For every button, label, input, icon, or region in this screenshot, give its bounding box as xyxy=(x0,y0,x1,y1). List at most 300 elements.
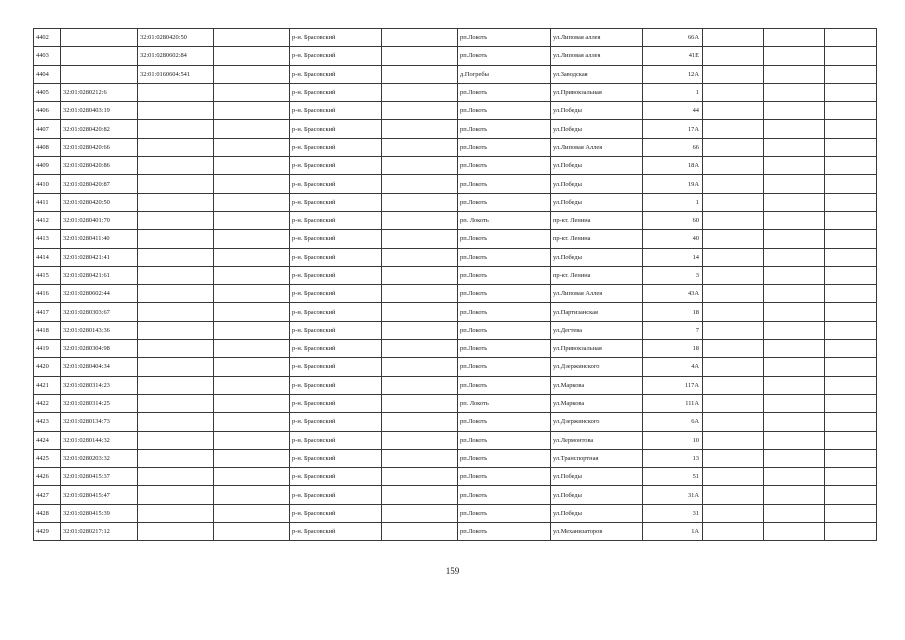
house-number-cell: 1А xyxy=(643,523,703,541)
empty-cell xyxy=(764,486,825,504)
empty-cell xyxy=(214,102,290,120)
cadastral-number-alt-cell xyxy=(138,449,214,467)
empty-cell xyxy=(703,211,764,229)
empty-cell xyxy=(825,376,877,394)
cadastral-number-alt-cell xyxy=(138,175,214,193)
district-cell: р-н. Брасовский xyxy=(290,394,382,412)
empty-cell xyxy=(703,523,764,541)
street-cell: ул.Победы xyxy=(551,248,643,266)
row-number-cell: 4419 xyxy=(34,340,61,358)
locality-cell: рп.Локоть xyxy=(458,193,551,211)
row-number-cell: 4407 xyxy=(34,120,61,138)
empty-cell xyxy=(214,376,290,394)
empty-cell xyxy=(214,303,290,321)
empty-cell xyxy=(382,413,458,431)
district-cell: р-н. Брасовский xyxy=(290,413,382,431)
row-number-cell: 4409 xyxy=(34,157,61,175)
empty-cell xyxy=(825,358,877,376)
empty-cell xyxy=(703,83,764,101)
street-cell: ул.Маркова xyxy=(551,376,643,394)
locality-cell: рп.Локоть xyxy=(458,376,551,394)
locality-cell: рп.Локоть xyxy=(458,431,551,449)
cadastral-number-alt-cell xyxy=(138,120,214,138)
locality-cell: рп.Локоть xyxy=(458,102,551,120)
street-cell: ул.Дегтева xyxy=(551,321,643,339)
empty-cell xyxy=(825,175,877,193)
locality-cell: рп.Локоть xyxy=(458,523,551,541)
locality-cell: рп.Локоть xyxy=(458,358,551,376)
empty-cell xyxy=(764,120,825,138)
row-number-cell: 4418 xyxy=(34,321,61,339)
row-number-cell: 4427 xyxy=(34,486,61,504)
cadastral-number-alt-cell: 32:01:0160604:541 xyxy=(138,65,214,83)
cadastral-number-alt-cell xyxy=(138,376,214,394)
row-number-cell: 4408 xyxy=(34,138,61,156)
row-number-cell: 4411 xyxy=(34,193,61,211)
page-number: 159 xyxy=(445,566,460,576)
empty-cell xyxy=(764,376,825,394)
empty-cell xyxy=(703,248,764,266)
cadastral-number-alt-cell xyxy=(138,468,214,486)
street-cell: ул.Победы xyxy=(551,486,643,504)
table-row xyxy=(34,394,877,412)
district-cell: р-н. Брасовский xyxy=(290,285,382,303)
empty-cell xyxy=(764,175,825,193)
house-number-cell: 6А xyxy=(643,413,703,431)
empty-cell xyxy=(764,321,825,339)
cadastral-number-cell: 32:01:0280304:98 xyxy=(61,340,138,358)
row-number-cell: 4428 xyxy=(34,504,61,522)
district-cell: р-н. Брасовский xyxy=(290,449,382,467)
locality-cell: рп.Локоть xyxy=(458,468,551,486)
empty-cell xyxy=(825,486,877,504)
cadastral-number-cell: 32:01:0280212:6 xyxy=(61,83,138,101)
house-number-cell: 66А xyxy=(643,29,703,47)
row-number-cell: 4422 xyxy=(34,394,61,412)
locality-cell: рп.Локоть xyxy=(458,413,551,431)
empty-cell xyxy=(382,230,458,248)
table-row xyxy=(34,358,877,376)
empty-cell xyxy=(382,120,458,138)
cadastral-number-cell: 32:01:0280602:44 xyxy=(61,285,138,303)
district-cell: р-н. Брасовский xyxy=(290,193,382,211)
locality-cell: рп.Локоть xyxy=(458,83,551,101)
house-number-cell: 111А xyxy=(643,394,703,412)
district-cell: р-н. Брасовский xyxy=(290,102,382,120)
empty-cell xyxy=(703,266,764,284)
empty-cell xyxy=(214,157,290,175)
locality-cell: рп. Локоть xyxy=(458,211,551,229)
empty-cell xyxy=(382,138,458,156)
empty-cell xyxy=(214,394,290,412)
empty-cell xyxy=(703,47,764,65)
table-row xyxy=(34,47,877,65)
street-cell: ул.Дзержинского xyxy=(551,358,643,376)
cadastral-number-cell xyxy=(61,29,138,47)
empty-cell xyxy=(214,504,290,522)
district-cell: р-н. Брасовский xyxy=(290,504,382,522)
empty-cell xyxy=(703,449,764,467)
locality-cell: рп.Локоть xyxy=(458,138,551,156)
empty-cell xyxy=(703,65,764,83)
empty-cell xyxy=(764,83,825,101)
cadastral-number-alt-cell xyxy=(138,266,214,284)
row-number-cell: 4403 xyxy=(34,47,61,65)
table-row xyxy=(34,29,877,47)
empty-cell xyxy=(764,449,825,467)
cadastral-number-cell: 32:01:0280420:66 xyxy=(61,138,138,156)
cadastral-number-cell: 32:01:0280217:12 xyxy=(61,523,138,541)
cadastral-number-cell: 32:01:0280420:86 xyxy=(61,157,138,175)
table-row xyxy=(34,321,877,339)
empty-cell xyxy=(764,468,825,486)
house-number-cell: 60 xyxy=(643,211,703,229)
street-cell: ул.Партизанская xyxy=(551,303,643,321)
table-row xyxy=(34,138,877,156)
cadastral-number-alt-cell xyxy=(138,193,214,211)
empty-cell xyxy=(382,431,458,449)
empty-cell xyxy=(764,303,825,321)
house-number-cell: 4А xyxy=(643,358,703,376)
house-number-cell: 18 xyxy=(643,340,703,358)
district-cell: р-н. Брасовский xyxy=(290,120,382,138)
locality-cell: рп.Локоть xyxy=(458,340,551,358)
empty-cell xyxy=(703,486,764,504)
street-cell: пр-кт. Ленина xyxy=(551,211,643,229)
empty-cell xyxy=(825,504,877,522)
empty-cell xyxy=(703,394,764,412)
cadastral-number-alt-cell xyxy=(138,504,214,522)
street-cell: пр-кт. Ленина xyxy=(551,230,643,248)
empty-cell xyxy=(703,120,764,138)
empty-cell xyxy=(382,193,458,211)
district-cell: р-н. Брасовский xyxy=(290,340,382,358)
row-number-cell: 4413 xyxy=(34,230,61,248)
row-number-cell: 4416 xyxy=(34,285,61,303)
table-row xyxy=(34,65,877,83)
street-cell: ул.Победы xyxy=(551,102,643,120)
cadastral-number-alt-cell xyxy=(138,102,214,120)
table-row xyxy=(34,83,877,101)
locality-cell: рп.Локоть xyxy=(458,120,551,138)
district-cell: р-н. Брасовский xyxy=(290,65,382,83)
district-cell: р-н. Брасовский xyxy=(290,523,382,541)
empty-cell xyxy=(382,285,458,303)
empty-cell xyxy=(703,431,764,449)
house-number-cell: 19А xyxy=(643,175,703,193)
house-number-cell: 117А xyxy=(643,376,703,394)
empty-cell xyxy=(703,504,764,522)
empty-cell xyxy=(214,431,290,449)
empty-cell xyxy=(825,47,877,65)
empty-cell xyxy=(825,431,877,449)
empty-cell xyxy=(703,376,764,394)
empty-cell xyxy=(825,102,877,120)
district-cell: р-н. Брасовский xyxy=(290,431,382,449)
cadastral-number-cell: 32:01:0280203:32 xyxy=(61,449,138,467)
table-row xyxy=(34,431,877,449)
row-number-cell: 4414 xyxy=(34,248,61,266)
district-cell: р-н. Брасовский xyxy=(290,303,382,321)
table-row xyxy=(34,120,877,138)
empty-cell xyxy=(703,285,764,303)
district-cell: р-н. Брасовский xyxy=(290,230,382,248)
empty-cell xyxy=(825,285,877,303)
table-row xyxy=(34,230,877,248)
empty-cell xyxy=(764,157,825,175)
cadastral-number-alt-cell: 32:01:0280420:50 xyxy=(138,29,214,47)
empty-cell xyxy=(382,303,458,321)
cadastral-number-alt-cell xyxy=(138,431,214,449)
house-number-cell: 18 xyxy=(643,303,703,321)
empty-cell xyxy=(382,65,458,83)
cadastral-number-cell: 32:01:0280420:50 xyxy=(61,193,138,211)
cadastral-number-cell: 32:01:0280134:73 xyxy=(61,413,138,431)
empty-cell xyxy=(764,394,825,412)
house-number-cell: 12А xyxy=(643,65,703,83)
house-number-cell: 40 xyxy=(643,230,703,248)
district-cell: р-н. Брасовский xyxy=(290,266,382,284)
cadastral-number-alt-cell xyxy=(138,340,214,358)
empty-cell xyxy=(214,47,290,65)
empty-cell xyxy=(764,431,825,449)
empty-cell xyxy=(703,340,764,358)
cadastral-number-cell: 32:01:0280143:36 xyxy=(61,321,138,339)
empty-cell xyxy=(825,193,877,211)
cadastral-number-cell: 32:01:0280421:61 xyxy=(61,266,138,284)
empty-cell xyxy=(703,358,764,376)
empty-cell xyxy=(825,413,877,431)
district-cell: р-н. Брасовский xyxy=(290,29,382,47)
empty-cell xyxy=(825,211,877,229)
empty-cell xyxy=(764,504,825,522)
street-cell: ул.Привокзальная xyxy=(551,83,643,101)
empty-cell xyxy=(764,248,825,266)
empty-cell xyxy=(825,120,877,138)
house-number-cell: 17А xyxy=(643,120,703,138)
locality-cell: рп.Локоть xyxy=(458,486,551,504)
row-number-cell: 4417 xyxy=(34,303,61,321)
empty-cell xyxy=(703,102,764,120)
empty-cell xyxy=(382,358,458,376)
empty-cell xyxy=(214,211,290,229)
empty-cell xyxy=(382,47,458,65)
locality-cell: рп.Локоть xyxy=(458,449,551,467)
empty-cell xyxy=(214,193,290,211)
locality-cell: д.Погребы xyxy=(458,65,551,83)
table-row xyxy=(34,376,877,394)
cadastral-number-alt-cell xyxy=(138,285,214,303)
district-cell: р-н. Брасовский xyxy=(290,175,382,193)
table-row xyxy=(34,449,877,467)
house-number-cell: 1 xyxy=(643,83,703,101)
empty-cell xyxy=(214,230,290,248)
row-number-cell: 4404 xyxy=(34,65,61,83)
empty-cell xyxy=(382,266,458,284)
empty-cell xyxy=(214,120,290,138)
empty-cell xyxy=(703,303,764,321)
empty-cell xyxy=(214,468,290,486)
cadastral-number-cell: 32:01:0280303:67 xyxy=(61,303,138,321)
street-cell: ул.Липовая Аллея xyxy=(551,138,643,156)
empty-cell xyxy=(382,486,458,504)
empty-cell xyxy=(703,468,764,486)
empty-cell xyxy=(825,65,877,83)
empty-cell xyxy=(764,29,825,47)
cadastral-number-alt-cell xyxy=(138,83,214,101)
empty-cell xyxy=(382,394,458,412)
empty-cell xyxy=(382,504,458,522)
house-number-cell: 7 xyxy=(643,321,703,339)
district-cell: р-н. Брасовский xyxy=(290,321,382,339)
cadastral-number-alt-cell xyxy=(138,413,214,431)
house-number-cell: 43А xyxy=(643,285,703,303)
empty-cell xyxy=(825,303,877,321)
house-number-cell: 3 xyxy=(643,266,703,284)
table-row xyxy=(34,157,877,175)
house-number-cell: 31А xyxy=(643,486,703,504)
empty-cell xyxy=(382,321,458,339)
locality-cell: рп.Локоть xyxy=(458,47,551,65)
district-cell: р-н. Брасовский xyxy=(290,248,382,266)
district-cell: р-н. Брасовский xyxy=(290,486,382,504)
empty-cell xyxy=(825,340,877,358)
house-number-cell: 1 xyxy=(643,193,703,211)
empty-cell xyxy=(214,486,290,504)
house-number-cell: 10 xyxy=(643,431,703,449)
cadastral-number-cell: 32:01:0280421:41 xyxy=(61,248,138,266)
empty-cell xyxy=(382,248,458,266)
empty-cell xyxy=(214,321,290,339)
cadastral-number-alt-cell xyxy=(138,486,214,504)
empty-cell xyxy=(825,468,877,486)
empty-cell xyxy=(382,340,458,358)
cadastral-number-alt-cell xyxy=(138,303,214,321)
cadastral-number-alt-cell xyxy=(138,230,214,248)
house-number-cell: 44 xyxy=(643,102,703,120)
street-cell: ул.Победы xyxy=(551,193,643,211)
table-row xyxy=(34,175,877,193)
locality-cell: рп.Локоть xyxy=(458,175,551,193)
empty-cell xyxy=(825,230,877,248)
house-number-cell: 13 xyxy=(643,449,703,467)
street-cell: ул.Липовая Аллея xyxy=(551,285,643,303)
cadastral-number-alt-cell xyxy=(138,138,214,156)
table-row xyxy=(34,248,877,266)
empty-cell xyxy=(703,157,764,175)
table-row xyxy=(34,193,877,211)
empty-cell xyxy=(764,230,825,248)
empty-cell xyxy=(214,83,290,101)
street-cell: ул.Заводская xyxy=(551,65,643,83)
cadastral-number-cell: 32:01:0280144:32 xyxy=(61,431,138,449)
empty-cell xyxy=(703,138,764,156)
registry-table xyxy=(33,28,877,541)
table-row xyxy=(34,468,877,486)
locality-cell: рп.Локоть xyxy=(458,29,551,47)
empty-cell xyxy=(214,449,290,467)
empty-cell xyxy=(764,523,825,541)
empty-cell xyxy=(825,449,877,467)
empty-cell xyxy=(825,29,877,47)
empty-cell xyxy=(825,157,877,175)
empty-cell xyxy=(825,138,877,156)
table-row xyxy=(34,266,877,284)
empty-cell xyxy=(382,211,458,229)
cadastral-number-alt-cell xyxy=(138,358,214,376)
district-cell: р-н. Брасовский xyxy=(290,83,382,101)
row-number-cell: 4429 xyxy=(34,523,61,541)
street-cell: ул.Транспортная xyxy=(551,449,643,467)
house-number-cell: 31 xyxy=(643,504,703,522)
street-cell: ул.Победы xyxy=(551,504,643,522)
cadastral-number-cell: 32:01:0280404:34 xyxy=(61,358,138,376)
locality-cell: рп.Локоть xyxy=(458,321,551,339)
street-cell: ул.Механизаторов xyxy=(551,523,643,541)
locality-cell: рп.Локоть xyxy=(458,266,551,284)
locality-cell: рп.Локоть xyxy=(458,303,551,321)
empty-cell xyxy=(382,83,458,101)
district-cell: р-н. Брасовский xyxy=(290,211,382,229)
district-cell: р-н. Брасовский xyxy=(290,138,382,156)
empty-cell xyxy=(764,47,825,65)
cadastral-number-cell: 32:01:0280314:25 xyxy=(61,394,138,412)
empty-cell xyxy=(214,285,290,303)
empty-cell xyxy=(825,248,877,266)
table-row xyxy=(34,102,877,120)
locality-cell: рп.Локоть xyxy=(458,157,551,175)
empty-cell xyxy=(382,157,458,175)
empty-cell xyxy=(764,102,825,120)
street-cell: ул.Маркова xyxy=(551,394,643,412)
street-cell: ул.Липовая аллея xyxy=(551,47,643,65)
empty-cell xyxy=(214,358,290,376)
row-number-cell: 4426 xyxy=(34,468,61,486)
locality-cell: рп.Локоть xyxy=(458,248,551,266)
empty-cell xyxy=(825,394,877,412)
street-cell: ул.Лермонтова xyxy=(551,431,643,449)
empty-cell xyxy=(825,266,877,284)
empty-cell xyxy=(703,230,764,248)
table-row xyxy=(34,211,877,229)
empty-cell xyxy=(825,83,877,101)
empty-cell xyxy=(214,340,290,358)
house-number-cell: 18А xyxy=(643,157,703,175)
row-number-cell: 4410 xyxy=(34,175,61,193)
cadastral-number-alt-cell xyxy=(138,211,214,229)
district-cell: р-н. Брасовский xyxy=(290,157,382,175)
empty-cell xyxy=(764,266,825,284)
empty-cell xyxy=(214,413,290,431)
cadastral-number-alt-cell xyxy=(138,157,214,175)
cadastral-number-cell: 32:01:0280411:40 xyxy=(61,230,138,248)
empty-cell xyxy=(214,138,290,156)
row-number-cell: 4424 xyxy=(34,431,61,449)
street-cell: ул.Победы xyxy=(551,468,643,486)
empty-cell xyxy=(764,65,825,83)
row-number-cell: 4421 xyxy=(34,376,61,394)
empty-cell xyxy=(214,175,290,193)
cadastral-number-cell: 32:01:0280314:23 xyxy=(61,376,138,394)
empty-cell xyxy=(703,29,764,47)
empty-cell xyxy=(764,413,825,431)
empty-cell xyxy=(764,211,825,229)
registry-table-body xyxy=(34,29,877,541)
empty-cell xyxy=(703,321,764,339)
cadastral-number-cell: 32:01:0280401:70 xyxy=(61,211,138,229)
empty-cell xyxy=(764,340,825,358)
empty-cell xyxy=(382,376,458,394)
